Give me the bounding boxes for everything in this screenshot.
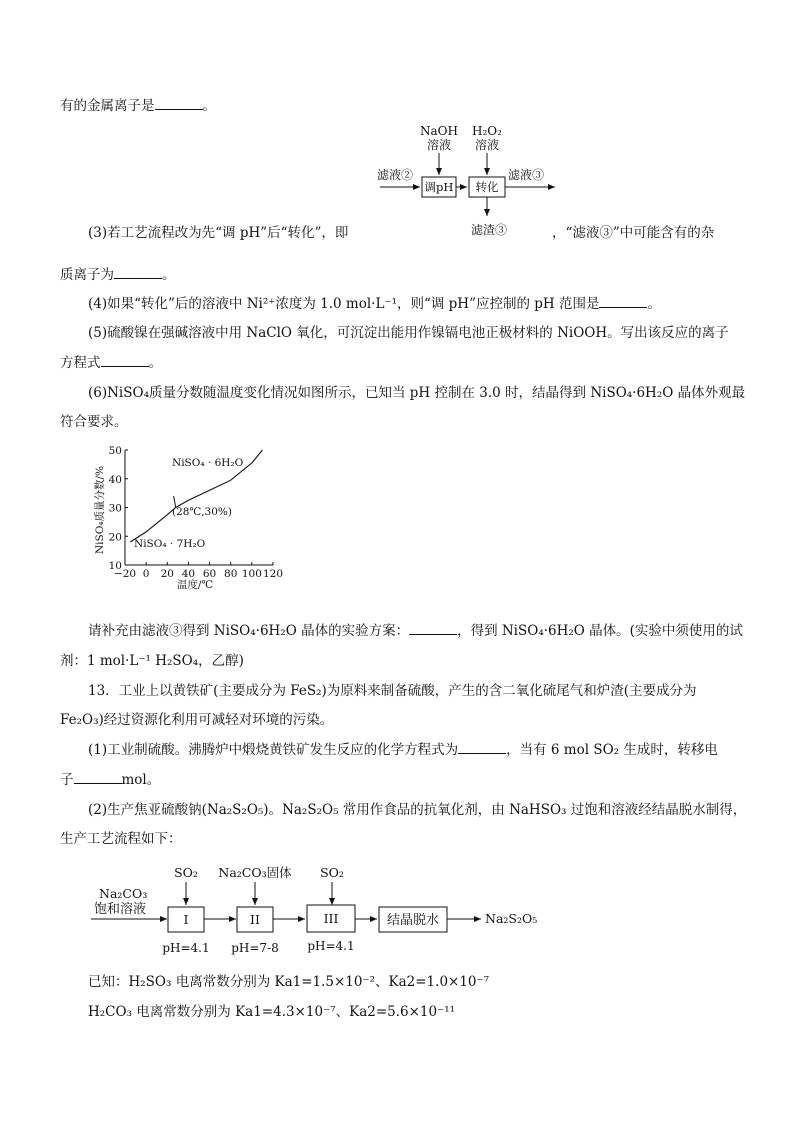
question-6-line-3: 请补充由滤液③得到 NiSO₄·6H₂O 晶体的实验方案： ，得到 NiSO₄·6H₂O 晶体。(实验中须使用的试 [88,623,743,639]
question-13-1-line-2: 子 mol。 [60,772,161,788]
question-13-line-2: Fe₂O₃)经过资源化利用可减轻对环境的污染。 [60,712,334,728]
series-label-heptahydrate: NiSO₄ · 7H₂O [134,538,206,550]
series-line-0 [130,508,175,543]
reagent-so2-first: SO₂ [174,865,198,880]
question-3-line-2: 质离子为 。 [60,267,176,283]
answer-blank[interactable] [458,741,506,754]
answer-blank[interactable] [74,771,122,784]
box-transform-label: 转化 [475,180,499,194]
question-5-line-1: (5)硫酸镍在强碱溶液中用 NaClO 氧化，可沉淀出能用作镍镉电池正极材料的 NiOOH。写出该反应的离子 [88,325,729,341]
ph-step-3: pH=4.1 [307,939,355,953]
question-6-line-2: 符合要求。 [60,414,128,430]
answer-blank[interactable] [101,354,149,367]
product-sodium-metabisulfite: Na₂S₂O₅ [485,911,538,926]
y-tick-label: 20 [108,531,122,544]
y-tick-label: 10 [108,560,122,572]
output-filtrate-3: 滤液③ [508,168,545,182]
y-tick-label: 40 [108,473,122,486]
question-13-1-line-1: (1)工业制硫酸。沸腾炉中煅烧黄铁矿发生反应的化学方程式为 ，当有 6 mol SO₂ 生成时，转移电 [88,742,718,758]
x-tick-label: 40 [181,568,196,580]
ph-step-1: pH=4.1 [162,941,210,955]
reagent-naoh-solution: 溶液 [426,138,452,152]
input-filtrate-2: 滤液② [377,168,414,182]
transition-point-annotation: (28℃,30%) [172,506,232,518]
known-constants-1: 已知：H₂SO₃ 电离常数分别为 Ka1=1.5×10⁻²、Ka2=1.0×10⁻⁷ [88,974,490,990]
chart-x-axis-label: 温度/℃ [176,579,214,591]
x-tick-label: −20 [113,568,137,580]
feed-sodium-carbonate: Na₂CO₃ [99,886,148,901]
process-flow-diagram-2 [85,860,555,960]
question-13-2-line-2: 生产工艺流程如下： [60,831,182,847]
question-3-line-1-end: ，“滤液③”中可能含有的杂 [552,225,715,241]
answer-blank[interactable] [155,97,203,110]
answer-blank[interactable] [409,622,457,635]
chart-y-axis-label: NiSO₄质量分数/% [94,465,106,555]
answer-blank[interactable] [114,266,162,279]
series-label-hexahydrate: NiSO₄ · 6H₂O [172,457,244,469]
x-tick-label: 80 [224,568,238,580]
reagent-h2o2: H₂O₂ [472,124,502,138]
question-6-line-1: (6)NiSO₄质量分数随温度变化情况如图所示，已知当 pH 控制在 3.0 时，结晶得到 NiSO₄·6H₂O 晶体外观最 [88,385,746,401]
box-adjust-ph-label: 调pH [424,180,454,194]
reagent-h2o2-solution: 溶液 [474,138,500,152]
nickel-sulfate-solubility-chart [90,440,290,600]
box-step-1-label: I [183,912,189,927]
question-4: (4)如果“转化”后的溶液中 Ni²⁺浓度为 1.0 mol·L⁻¹，则“调 pH”应控制的 pH 范围是 。 [88,296,661,312]
residue-3: 滤渣③ [471,223,508,237]
y-tick-label: 50 [108,445,122,457]
reagent-naoh: NaOH [420,124,458,138]
question-6-line-4: 剂：1 mol·L⁻¹ H₂SO₄，乙醇) [60,653,244,669]
reagent-so2-second: SO₂ [320,865,344,880]
x-tick-label: 20 [160,568,174,580]
y-tick-label: 30 [108,502,122,515]
question-13-2-line-1: (2)生产焦亚硫酸钠(Na₂S₂O₅)。Na₂S₂O₅ 常用作食品的抗氧化剂，由 NaHSO₃ 过饱和溶液经结晶脱水制得， [88,802,747,818]
box-crystallize-label: 结晶脱水 [386,913,440,928]
question-13-line-1: 13．工业上以黄铁矿(主要成分为 FeS₂)为原料来制备硫酸，产生的含二氧化硫尾气和炉渣(主要成分为 [88,683,697,699]
x-tick-label: 100 [241,568,262,580]
reagent-sodium-carbonate-solid: Na₂CO₃固体 [218,865,292,880]
x-tick-label: 120 [262,568,284,580]
ph-step-2: pH=7-8 [231,941,279,955]
question-3-line-1: (3)若工艺流程改为先“调 pH”后“转化”，即 [88,225,349,241]
x-tick-label: 0 [142,568,150,580]
answer-blank[interactable] [599,295,647,308]
question-5-line-2: 方程式 。 [60,355,162,371]
feed-saturated-solution: 饱和溶液 [94,902,147,917]
x-tick-label: 60 [202,568,217,580]
text-line-1: 有的金属离子是 。 [60,98,216,114]
process-flow-diagram-1 [360,120,570,238]
box-step-3-label: III [323,911,339,926]
known-constants-2: H₂CO₃ 电离常数分别为 Ka1=4.3×10⁻⁷、Ka2=5.6×10⁻¹¹ [88,1004,456,1020]
box-step-2-label: II [250,912,260,927]
